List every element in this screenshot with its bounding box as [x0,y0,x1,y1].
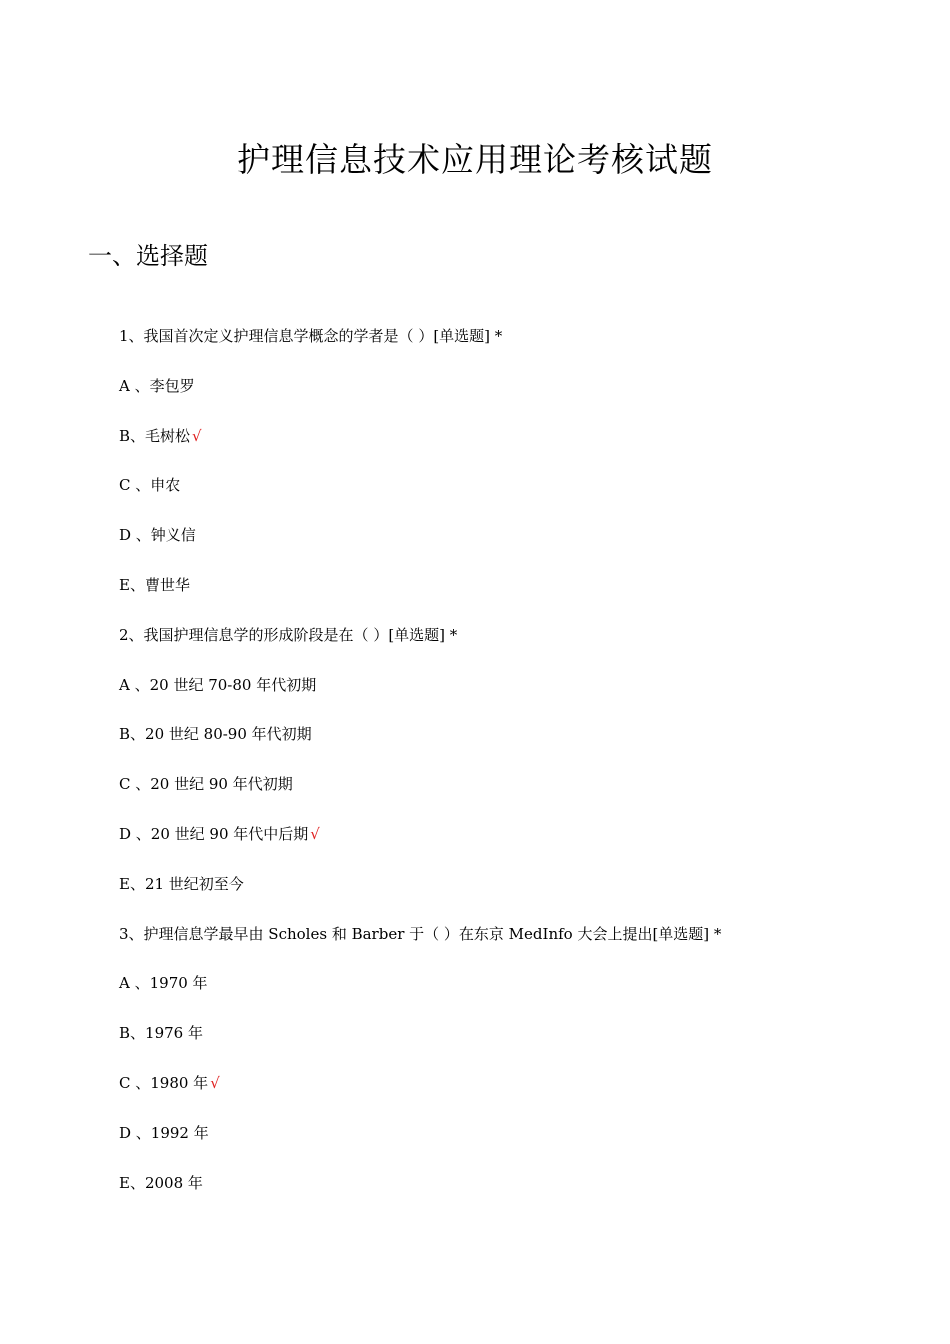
option-text: B、毛树松 [119,426,191,445]
checkmark-icon: √ [192,426,202,445]
option-text: C 、20 世纪 90 年代初期 [119,775,293,794]
answer-option[interactable] [119,1069,919,1119]
option-text: A 、20 世纪 70-80 年代初期 [119,675,317,694]
option-text: C 、申农 [119,476,181,495]
answer-option[interactable] [119,720,919,770]
answer-option[interactable] [119,1119,919,1169]
question-stem: 1、我国首次定义护理信息学概念的学者是（ ）[单选题] * [119,327,503,345]
checkmark-icon: √ [210,1073,220,1092]
answer-option[interactable] [119,770,919,820]
answer-option[interactable] [119,571,919,621]
answer-option[interactable] [119,820,919,870]
answer-option[interactable] [119,1019,919,1069]
option-text: E、2008 年 [119,1173,203,1192]
option-text: D 、20 世纪 90 年代中后期 [119,824,309,843]
page-title: 护理信息技术应用理论考核试题 [237,140,713,179]
question-stem: 3、护理信息学最早由 Scholes 和 Barber 于（ ）在东京 MedInfo 大会上提出[单选题] * [119,924,722,943]
option-text: B、20 世纪 80-90 年代初期 [119,725,312,744]
question-list [119,322,919,1218]
answer-option[interactable] [119,671,919,721]
question-3 [119,920,919,1219]
answer-option[interactable] [119,471,919,521]
answer-option[interactable] [119,870,919,920]
answer-option[interactable] [119,521,919,571]
answer-option[interactable] [119,422,919,472]
answer-option[interactable] [119,969,919,1019]
option-text: D 、1992 年 [119,1123,209,1142]
question-1 [119,322,919,621]
option-text: D 、钟义信 [119,526,196,545]
answer-option[interactable] [119,372,919,422]
checkmark-icon: √ [310,824,320,843]
question-2 [119,621,919,920]
option-text: E、曹世华 [119,575,190,594]
option-text: A 、1970 年 [119,974,208,993]
section-heading: 一、选择题 [88,242,208,270]
option-text: C 、1980 年 [119,1073,209,1092]
question-stem: 2、我国护理信息学的形成阶段是在（ ）[单选题] * [119,625,458,644]
answer-option[interactable] [119,1169,919,1219]
option-text: A 、李包罗 [119,376,195,395]
option-text: E、21 世纪初至今 [119,874,244,893]
option-text: B、1976 年 [119,1024,203,1043]
